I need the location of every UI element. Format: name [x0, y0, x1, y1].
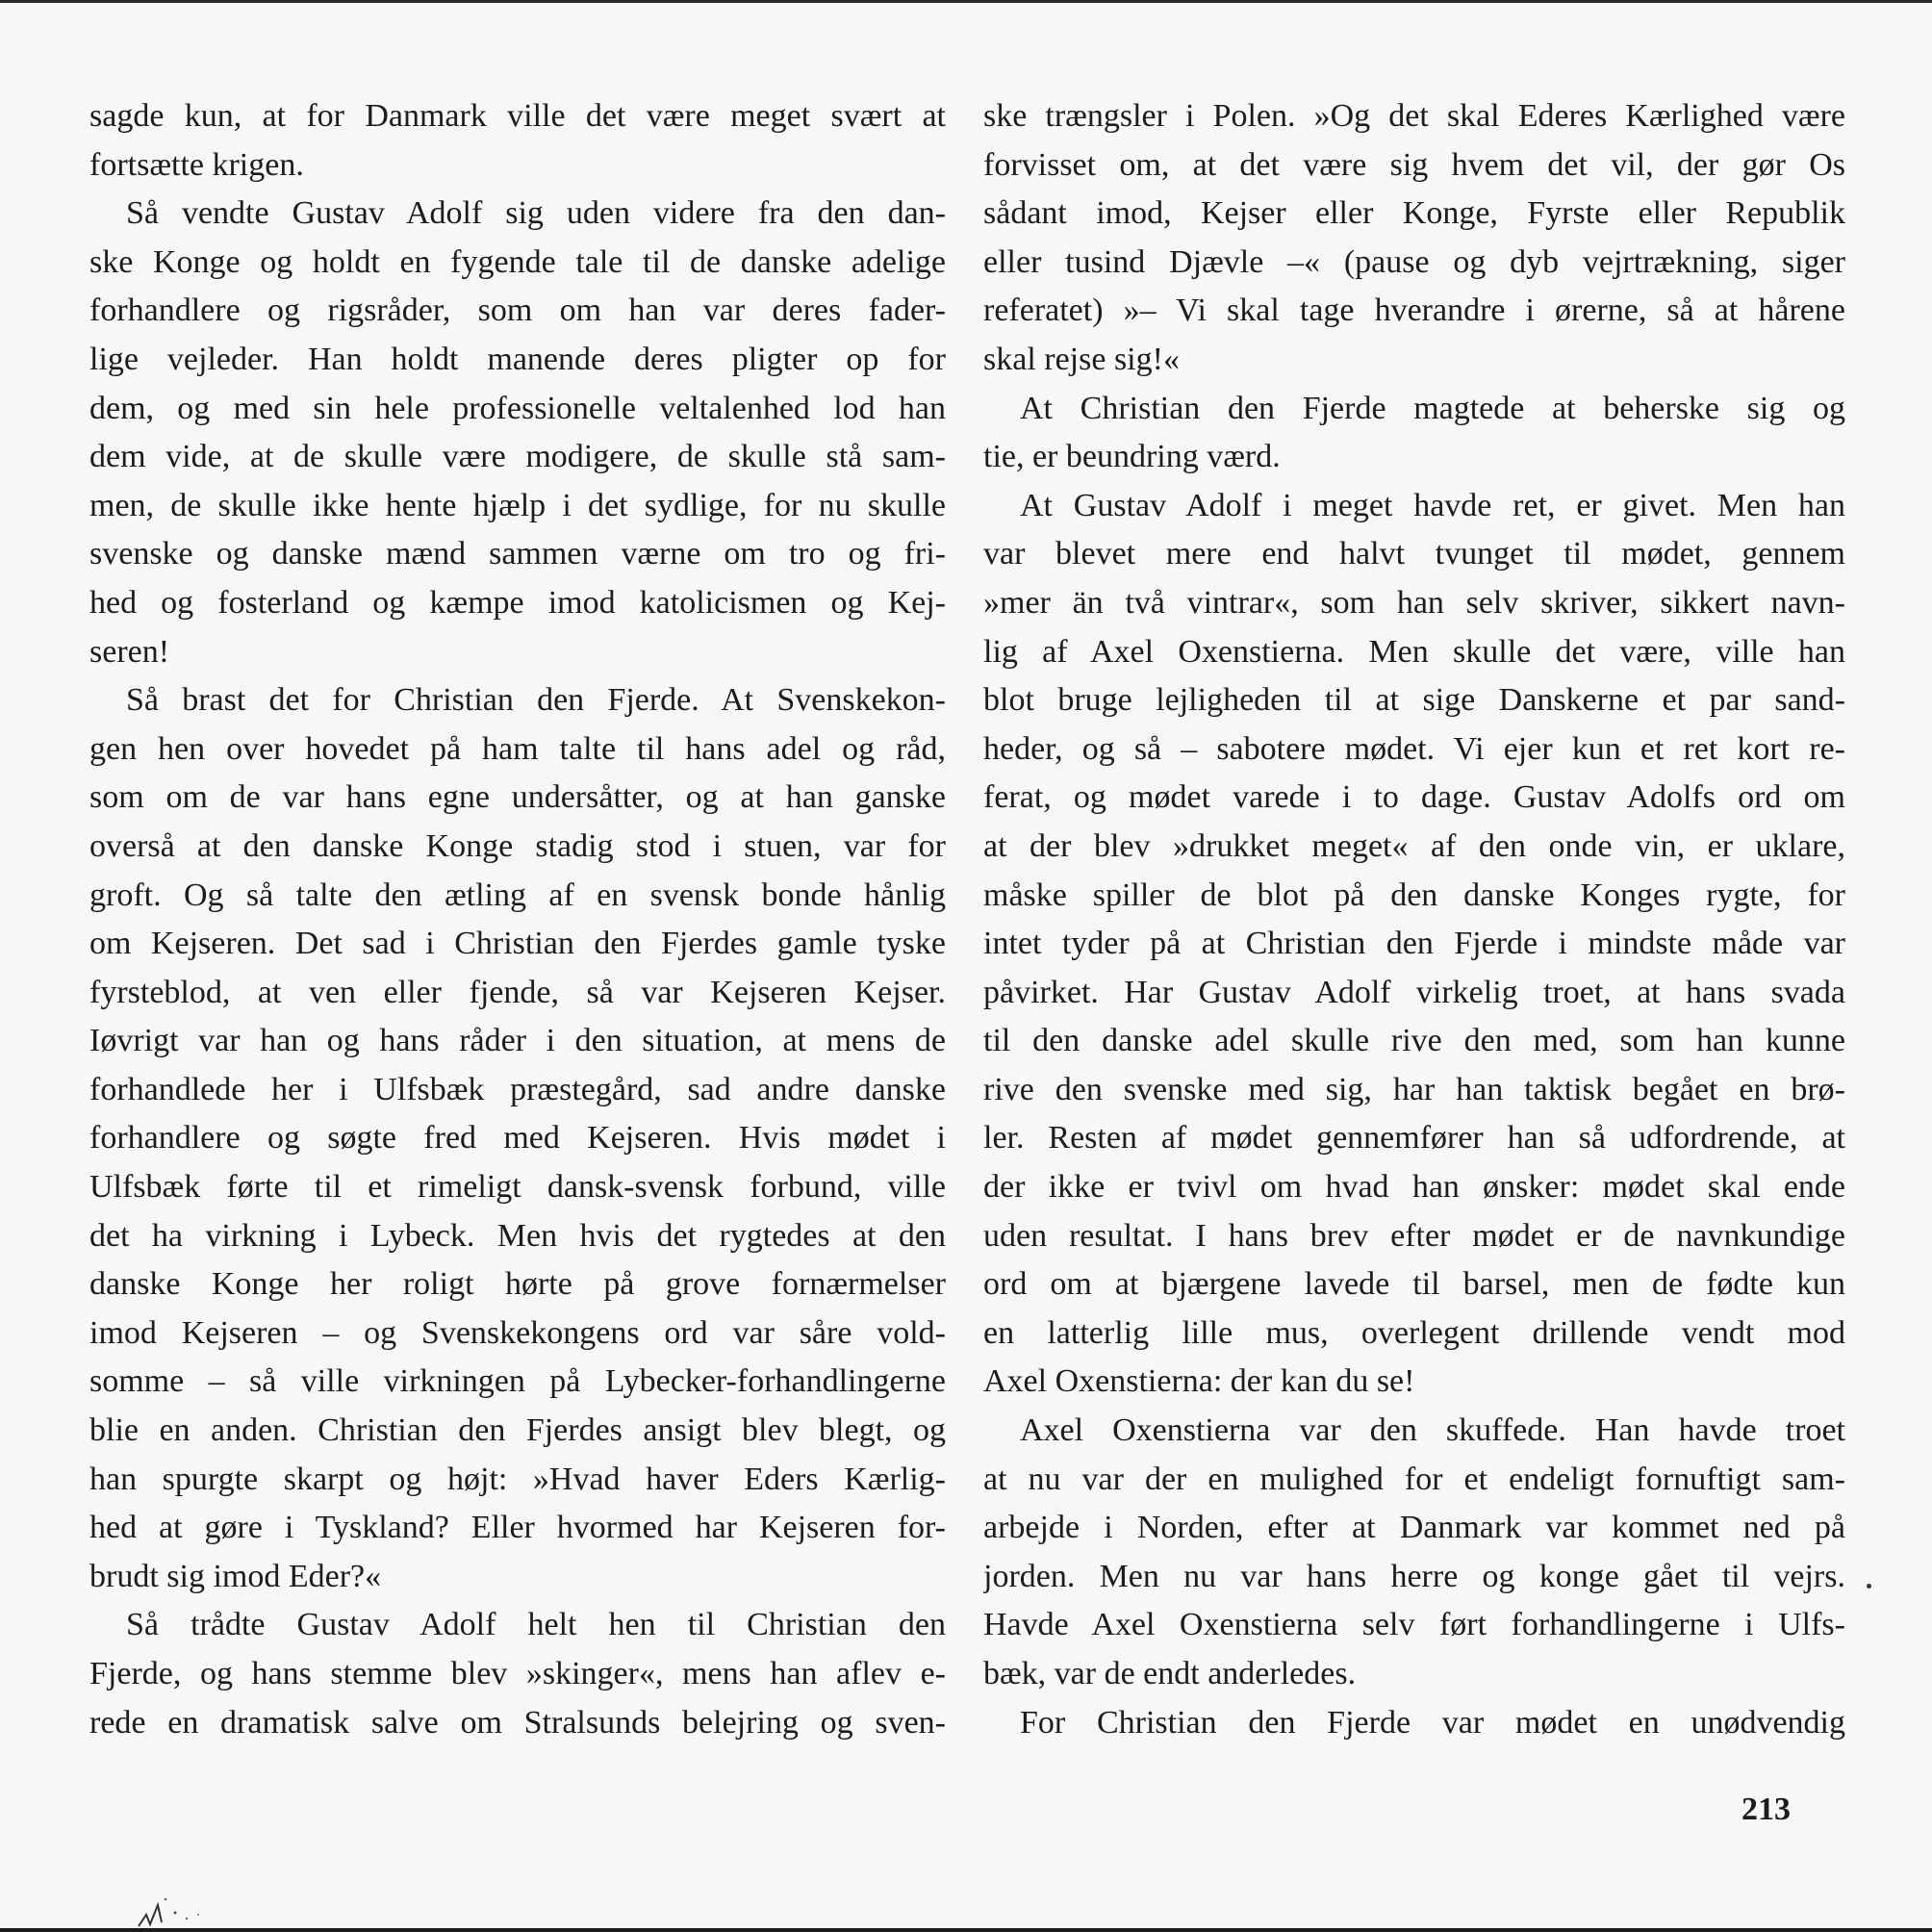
text-line: groft. Og så talte den ætling af en svensk bonde hånlig [89, 877, 946, 913]
text-line: gen hen over hovedet på ham talte til hans adel og råd, [89, 730, 946, 767]
text-line: At Gustav Adolf i meget havde ret, er givet. Men han [1020, 487, 1845, 523]
text-line: bæk, var de endt anderledes. [983, 1656, 1357, 1691]
text-line: imod Kejseren – og Svenskekongens ord var såre vold- [89, 1314, 946, 1351]
text-line: blot bruge lejligheden til at sige Danskerne et par sand- [983, 682, 1845, 719]
text-line: forvisset om, at det være sig hvem det vil, der gør Os [983, 146, 1845, 183]
text-line: ferat, og mødet varede i to dage. Gustav Adolfs ord om [983, 779, 1845, 816]
text-line: var blevet mere end halvt tvunget til mødet, gennem [983, 536, 1845, 572]
text-line: rive den svenske med sig, har han taktisk begået en brø- [983, 1071, 1845, 1107]
text-line: at nu var der en mulighed for et endeligt fornuftigt sam- [983, 1461, 1845, 1497]
text-line: Så trådte Gustav Adolf helt hen til Christian den [126, 1607, 946, 1643]
page-number: 213 [1741, 1792, 1791, 1827]
text-line: dem vide, at de skulle være modigere, de skulle stå sam- [89, 439, 946, 475]
text-line: forhandlede her i Ulfsbæk præstegård, sad andre danske [89, 1071, 946, 1107]
text-line: sådant imod, Kejser eller Konge, Fyrste eller Republik [983, 195, 1845, 232]
text-line: eller tusind Djævle –« (pause og dyb vejrtrækning, siger [983, 243, 1845, 280]
text-line: tie, er beundring værd. [983, 439, 1281, 475]
text-line: dem, og med sin hele professionelle veltalenhed lod han [89, 390, 946, 426]
text-line: Axel Oxenstierna var den skuffede. Han havde troet [1020, 1412, 1845, 1449]
text-line: han spurgte skarpt og højt: »Hvad haver Eders Kærlig- [89, 1461, 946, 1497]
text-line: der ikke er tvivl om hvad han ønsker: mødet skal ende [983, 1169, 1845, 1206]
text-line: ske trængsler i Polen. »Og det skal Ederes Kærlighed være [983, 98, 1845, 134]
text-line: til den danske adel skulle rive den med, som han kunne [983, 1023, 1845, 1059]
text-line: brudt sig imod Eder?« [89, 1558, 382, 1594]
text-line: heder, og så – sabotere mødet. Vi ejer kun et ret kort re- [983, 730, 1845, 767]
text-line: somme – så ville virkningen på Lybecker-forhandlingerne [89, 1363, 946, 1400]
text-line: At Christian den Fjerde magtede at beherske sig og [1020, 390, 1845, 426]
text-line: seren! [89, 633, 170, 670]
text-line: danske Konge her roligt hørte på grove fornærmelser [89, 1266, 946, 1303]
text-line: Iøvrigt var han og hans råder i den situation, at mens de [89, 1023, 946, 1059]
text-line: ler. Resten af mødet gennemfører han så udfordrende, at [983, 1120, 1845, 1157]
text-line: Ulfsbæk førte til et rimeligt dansk-svensk forbund, ville [89, 1169, 946, 1206]
scan-bottom-edge [0, 1928, 1932, 1932]
text-line: arbejde i Norden, efter at Danmark var kommet ned på [983, 1510, 1845, 1546]
text-line: Axel Oxenstierna: der kan du se! [983, 1363, 1415, 1400]
text-line: måske spiller de blot på den danske Konges rygte, for [983, 877, 1845, 913]
text-line: overså at den danske Konge stadig stod i stuen, var for [89, 827, 946, 864]
text-line: om Kejseren. Det sad i Christian den Fjerdes gamle tyske [89, 926, 946, 962]
text-line: Fjerde, og hans stemme blev »skinger«, mens han aflev e- [89, 1656, 946, 1691]
text-line: som om de var hans egne undersåtter, og at han ganske [89, 779, 946, 816]
scan-top-edge [0, 0, 1932, 3]
text-line: skal rejse sig!« [983, 341, 1180, 377]
text-line: en latterlig lille mus, overlegent drillende vendt mod [983, 1314, 1845, 1351]
text-line: påvirket. Har Gustav Adolf virkelig troet, at hans svada [983, 974, 1845, 1010]
left-text-column [89, 92, 946, 1747]
text-line: hed at gøre i Tyskland? Eller hvormed har Kejseren for- [89, 1510, 946, 1546]
text-line: blie en anden. Christian den Fjerdes ansigt blev blegt, og [89, 1412, 946, 1449]
text-line: uden resultat. I hans brev efter mødet er de navnkundige [983, 1217, 1845, 1254]
text-line: referatet) »– Vi skal tage hverandre i ørerne, så at hårene [983, 292, 1845, 329]
text-line: lige vejleder. Han holdt manende deres pligter op for [89, 341, 946, 377]
text-line: ord om at bjærgene lavede til barsel, men de fødte kun [983, 1266, 1845, 1303]
text-line: det ha virkning i Lybeck. Men hvis det rygtedes at den [89, 1217, 946, 1254]
text-line: lig af Axel Oxenstierna. Men skulle det være, ville han [983, 633, 1845, 670]
text-line: fortsætte krigen. [89, 146, 304, 183]
text-line: Så brast det for Christian den Fjerde. At Svenskekon- [126, 682, 946, 719]
text-line: rede en dramatisk salve om Stralsunds belejring og sven- [89, 1704, 946, 1741]
text-line: at der blev »drukket meget« af den onde vin, er uklare, [983, 827, 1845, 864]
text-line: svenske og danske mænd sammen værne om tro og fri- [89, 536, 946, 572]
text-line: men, de skulle ikke hente hjælp i det sydlige, for nu skulle [89, 487, 946, 523]
right-text-column [983, 92, 1845, 1747]
text-line: forhandlere og søgte fred med Kejseren. Hvis mødet i [89, 1120, 946, 1157]
stray-ink-dot [1867, 1584, 1871, 1589]
text-line: ske Konge og holdt en fygende tale til de danske adelige [89, 243, 946, 280]
text-line: Så vendte Gustav Adolf sig uden videre fra den dan- [126, 195, 946, 232]
text-line: forhandlere og rigsråder, som om han var deres fader- [89, 292, 946, 329]
text-line: hed og fosterland og kæmpe imod katolicismen og Kej- [89, 584, 946, 621]
text-line: Havde Axel Oxenstierna selv ført forhandlingerne i Ulfs- [983, 1607, 1845, 1643]
text-line: fyrsteblod, at ven eller fjende, så var Kejseren Kejser. [89, 974, 946, 1010]
text-line: »mer än två vintrar«, som han selv skriver, sikkert navn- [983, 584, 1845, 621]
text-line: jorden. Men nu var hans herre og konge gået til vejrs. [983, 1558, 1845, 1594]
text-line: intet tyder på at Christian den Fjerde i mindste måde var [983, 926, 1845, 962]
text-line: For Christian den Fjerde var mødet en unødvendig [1020, 1704, 1845, 1741]
text-line: sagde kun, at for Danmark ville det være meget svært at [89, 98, 946, 134]
scan-smudge [137, 1886, 223, 1928]
